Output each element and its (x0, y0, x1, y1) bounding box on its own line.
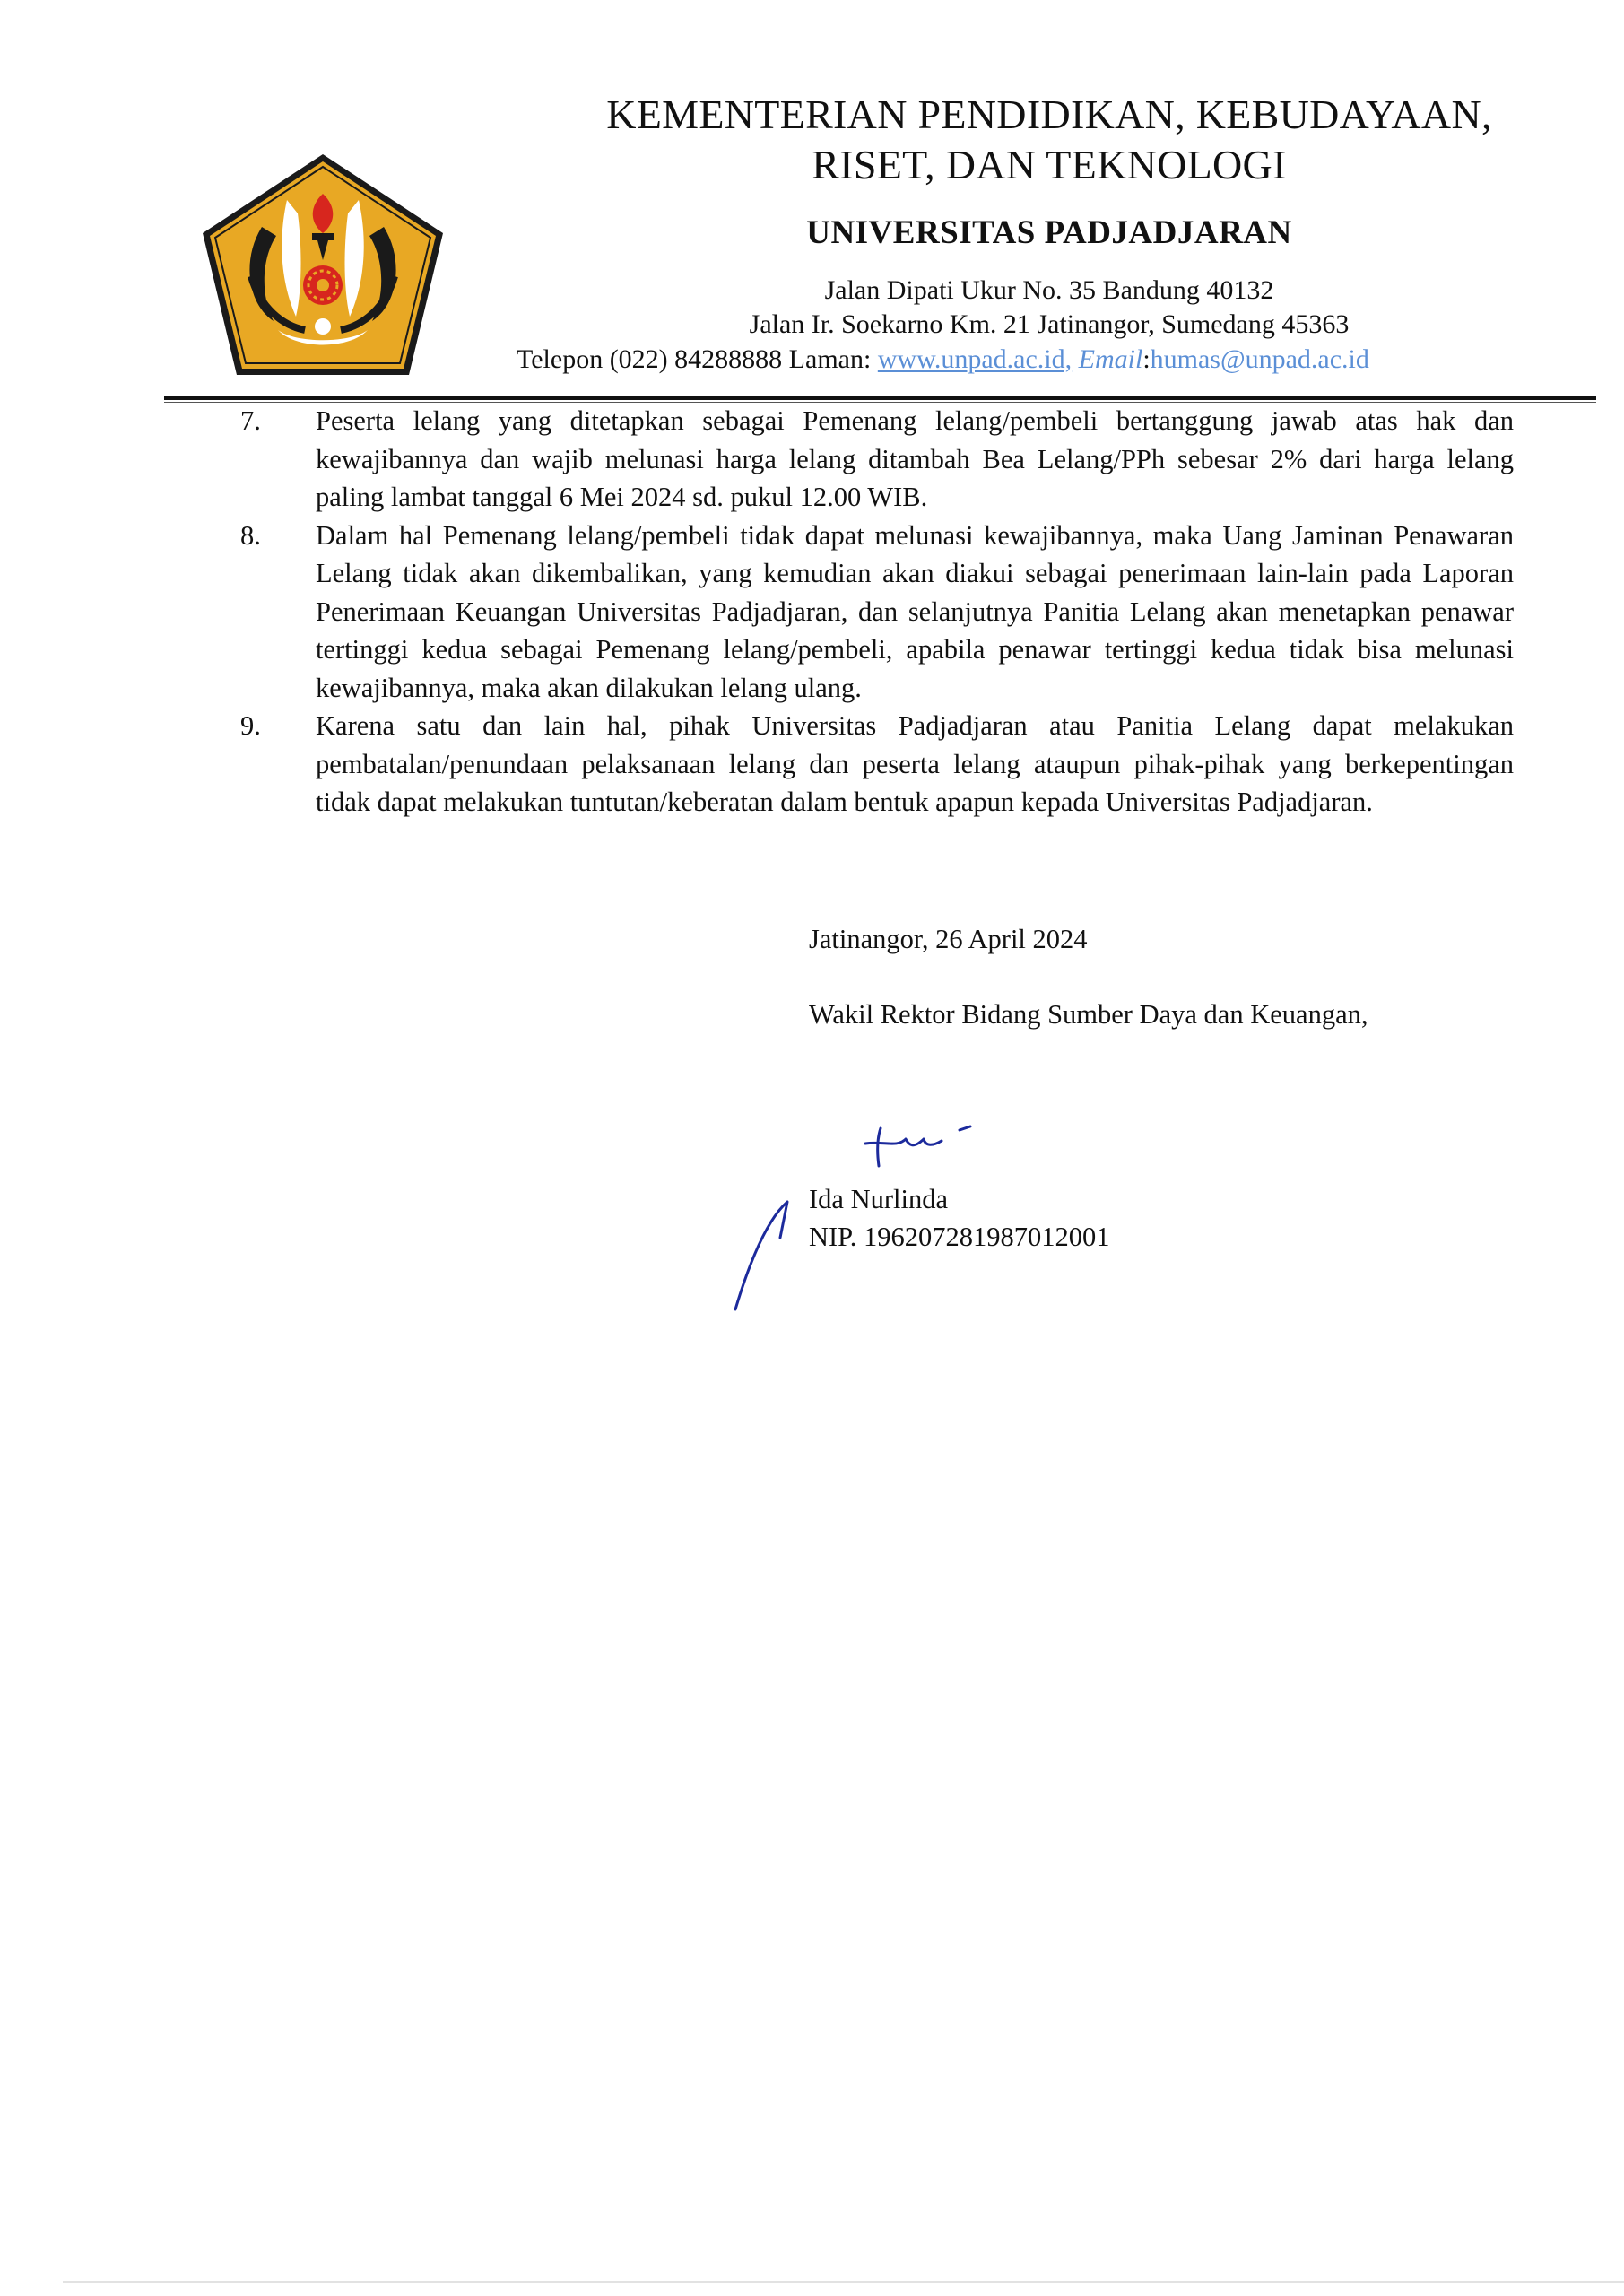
letterhead-divider (164, 396, 1596, 400)
list-item-text: Peserta lelang yang ditetapkan sebagai Pemenang lelang/pembeli bertanggung jawab atas hak dan kewajibannya dan wajib melunasi harga lelang ditambah Bea Lelang/PPh sebesar 2% dari harga lelang paling lambat tanggal 6 Mei 2024 sd. pukul 12.00 WIB. (316, 405, 1514, 512)
list-item-number: 8. (240, 519, 261, 551)
list-item-number: 7. (240, 405, 261, 436)
email-label: Email (1078, 344, 1143, 374)
place-date: Jatinangor, 26 April 2024 (809, 924, 1088, 954)
list-item (240, 402, 1514, 517)
list-item (240, 707, 1514, 822)
numbered-list (240, 402, 1514, 822)
contact-line (517, 344, 1369, 375)
email-link[interactable]: humas@unpad.ac.id (1150, 344, 1369, 374)
list-item-text: Karena satu dan lain hal, pihak Universitas Padjadjaran atau Panitia Lelang dapat melakukan pembatalan/penundaan pelaksanaan lelang dan peserta lelang ataupun pihak-pihak yang berkepentingan tidak dapat melakukan tuntutan/keberatan dalam bentuk apapun kepada Universitas Padjadjaran. (316, 710, 1514, 817)
list-item-number: 9. (240, 710, 261, 741)
letterhead (502, 90, 1596, 342)
university-name: UNIVERSITAS PADJADJARAN (806, 214, 1292, 251)
signatory-name: Ida Nurlinda (809, 1184, 948, 1214)
signatory-nip: NIP. 196207281987012001 (809, 1222, 1110, 1252)
phone-text: Telepon (022) 84288888 Laman: (517, 344, 878, 374)
signatory-position: Wakil Rektor Bidang Sumber Daya dan Keuangan, (809, 999, 1368, 1030)
list-item (240, 517, 1514, 708)
page-bottom-edge (63, 2281, 1624, 2283)
email-separator: : (1142, 344, 1151, 374)
address-line-2: Jalan Ir. Soekarno Km. 21 Jatinangor, Sumedang 45363 (749, 309, 1350, 339)
list-item-text: Dalam hal Pemenang lelang/pembeli tidak dapat melunasi kewajibannya, maka Uang Jaminan Penawaran Lelang tidak akan dikembalikan, yang kemudian akan diakui sebagai penerimaan lain-lain pada Laporan Penerimaan Keuangan Universitas Padjadjaran, dan selanjutnya Panitia Lelang akan menetapkan penawar tertinggi kedua sebagai Pemenang lelang/pembeli, apabila penawar tertinggi kedua tidak bisa melunasi kewajibannya, maka akan dilakukan lelang ulang. (316, 519, 1514, 703)
address-line-1: Jalan Dipati Ukur No. 35 Bandung 40132 (824, 275, 1274, 305)
ministry-name-line2: RISET, DAN TEKNOLOGI (812, 142, 1287, 187)
ministry-name-line1: KEMENTERIAN PENDIDIKAN, KEBUDAYAAN, (606, 91, 1492, 137)
website-link[interactable]: www.unpad.ac.id, (877, 344, 1073, 374)
unpad-logo-icon (197, 151, 448, 384)
